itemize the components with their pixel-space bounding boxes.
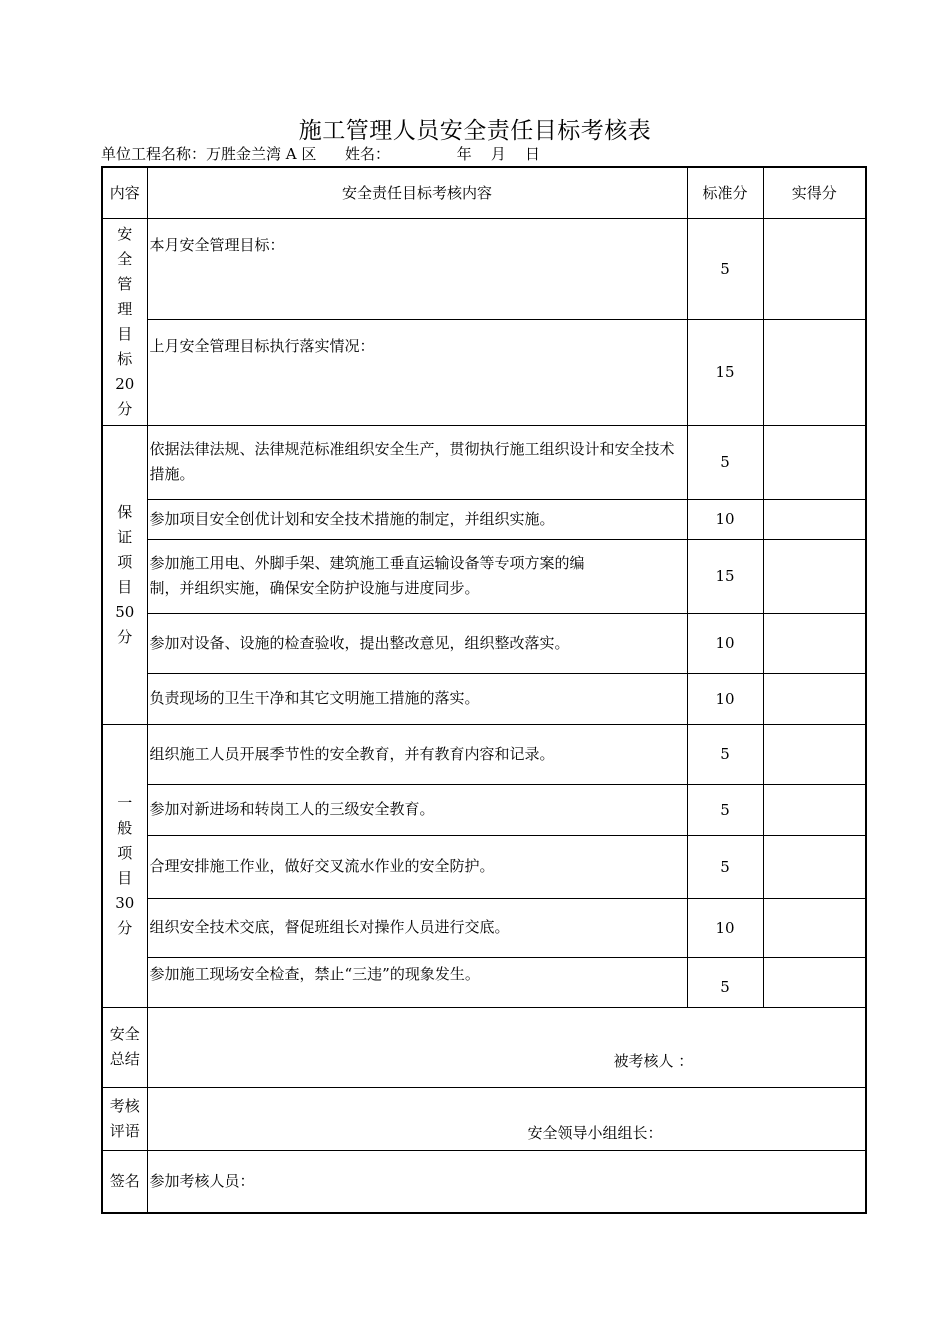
- table-row: [102, 613, 866, 673]
- category-general-items: 一 般 项 目 30 分: [102, 724, 147, 1007]
- table-row: [102, 539, 866, 613]
- item-actual-score-cell[interactable]: [763, 613, 866, 673]
- table-row: [102, 425, 866, 499]
- table-row: [102, 784, 866, 835]
- page-title: 施工管理人员安全责任目标考核表: [298, 118, 652, 144]
- item-actual-score-cell[interactable]: [763, 898, 866, 957]
- category-safety-management-target: 安 全 管 理 目 标 20 分: [102, 218, 147, 425]
- item-standard-score: 5: [687, 784, 763, 835]
- review-area[interactable]: [147, 1087, 866, 1150]
- info-line: [101, 143, 540, 164]
- item-standard-score: 10: [687, 898, 763, 957]
- unit-name-field: 单位工程名称：万胜金兰湾 A 区: [101, 145, 317, 163]
- table-row: [102, 898, 866, 957]
- item-standard-score: 10: [687, 673, 763, 724]
- table-row: [102, 673, 866, 724]
- item-standard-score: 15: [687, 319, 763, 425]
- sign-row: [102, 1150, 866, 1213]
- header-category: 内容: [102, 167, 147, 218]
- summary-row: [102, 1007, 866, 1087]
- table-header-row: [102, 167, 866, 218]
- category-guarantee-items: 保 证 项 目 50 分: [102, 425, 147, 724]
- item-content: 组织施工人员开展季节性的安全教育，并有教育内容和记录。: [147, 724, 687, 784]
- item-standard-score: 5: [687, 425, 763, 499]
- item-content: 本月安全管理目标：: [147, 218, 687, 319]
- table-row: [102, 319, 866, 425]
- item-content: 依据法律法规、法律规范标准组织安全生产，贯彻执行施工组织设计和安全技术措施。: [147, 425, 687, 499]
- header-actual-score: 实得分: [763, 167, 866, 218]
- item-content: 负责现场的卫生干净和其它文明施工措施的落实。: [147, 673, 687, 724]
- item-standard-score: 10: [687, 613, 763, 673]
- item-standard-score: 5: [687, 957, 763, 1007]
- item-actual-score-cell[interactable]: [763, 539, 866, 613]
- assessment-table: [101, 166, 867, 1214]
- date-year-label: 年: [456, 145, 472, 163]
- person-name-label: 姓名：: [344, 145, 390, 163]
- table-row: [102, 957, 866, 1007]
- review-label: 考核 评语: [102, 1087, 147, 1150]
- item-content: 参加施工现场安全检查，禁止“三违”的现象发生。: [147, 957, 687, 1007]
- item-content: 参加项目安全创优计划和安全技术措施的制定，并组织实施。: [147, 499, 687, 539]
- summary-area[interactable]: [147, 1007, 866, 1087]
- date-day-label: 日: [524, 145, 540, 163]
- item-content: 合理安排施工作业，做好交叉流水作业的安全防护。: [147, 835, 687, 898]
- item-content: 上月安全管理目标执行落实情况：: [147, 319, 687, 425]
- table-row: [102, 724, 866, 784]
- item-actual-score-cell[interactable]: [763, 835, 866, 898]
- table-row: [102, 499, 866, 539]
- item-content: 参加施工用电、外脚手架、建筑施工垂直运输设备等专项方案的编 制，并组织实施，确保安全防护设施与进度同步。: [147, 539, 687, 613]
- item-content: 参加对设备、设施的检查验收，提出整改意见，组织整改落实。: [147, 613, 687, 673]
- item-standard-score: 15: [687, 539, 763, 613]
- item-actual-score-cell[interactable]: [763, 724, 866, 784]
- item-actual-score-cell[interactable]: [763, 319, 866, 425]
- item-content: 参加对新进场和转岗工人的三级安全教育。: [147, 784, 687, 835]
- safety-leader-label: 安全领导小组组长：: [527, 1123, 663, 1142]
- item-actual-score-cell[interactable]: [763, 499, 866, 539]
- table-row: [102, 218, 866, 319]
- review-row: [102, 1087, 866, 1150]
- item-standard-score: 10: [687, 499, 763, 539]
- header-content: 安全责任目标考核内容: [147, 167, 687, 218]
- item-actual-score-cell[interactable]: [763, 673, 866, 724]
- table-row: [102, 835, 866, 898]
- item-actual-score-cell[interactable]: [763, 425, 866, 499]
- sign-label: 签名: [102, 1150, 147, 1213]
- date-month-label: 月: [490, 145, 506, 163]
- header-standard-score: 标准分: [687, 167, 763, 218]
- participants-field[interactable]: 参加考核人员：: [147, 1150, 866, 1213]
- assessee-label: 被考核人 ：: [613, 1051, 694, 1070]
- summary-label: 安全 总结: [102, 1007, 147, 1087]
- item-standard-score: 5: [687, 218, 763, 319]
- item-actual-score-cell[interactable]: [763, 218, 866, 319]
- item-standard-score: 5: [687, 724, 763, 784]
- item-standard-score: 5: [687, 835, 763, 898]
- item-content: 组织安全技术交底，督促班组长对操作人员进行交底。: [147, 898, 687, 957]
- item-actual-score-cell[interactable]: [763, 957, 866, 1007]
- item-actual-score-cell[interactable]: [763, 784, 866, 835]
